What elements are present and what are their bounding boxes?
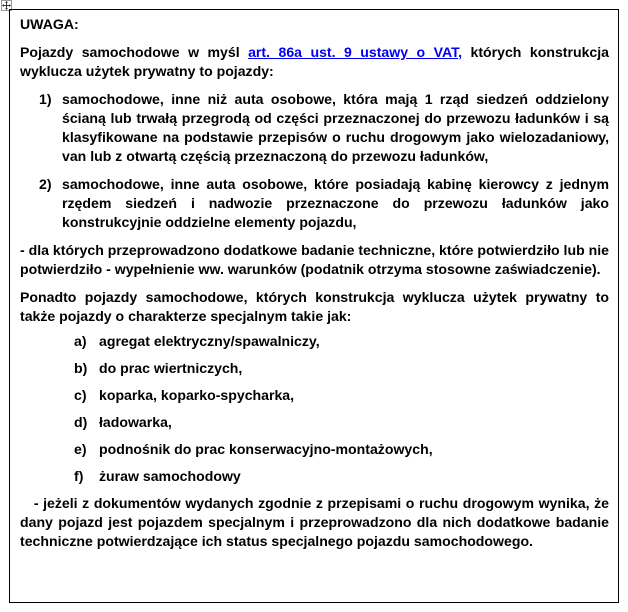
intro-paragraph xyxy=(20,43,609,81)
note-title: UWAGA: xyxy=(20,16,79,32)
list-marker: 2) xyxy=(39,176,52,192)
list-marker: b) xyxy=(74,360,88,376)
intro-text-after: których konstrukcja wyklucza użytek prywatny to pojazdy: xyxy=(20,44,609,79)
list-item-text: żuraw samochodowy xyxy=(99,468,241,484)
note-box xyxy=(9,9,619,603)
numbered-list-item xyxy=(20,175,609,232)
list-item-text: koparka, koparko-spycharka, xyxy=(99,387,295,403)
list-marker: a) xyxy=(74,333,87,349)
special-vehicle-item xyxy=(20,413,609,432)
list-item-text: agregat elektryczny/spawalniczy, xyxy=(99,333,320,349)
list-item-text: samochodowe, inne auta osobowe, które posiadają kabinę kierowcy z jednym rzędem siedzeń i nadwozie przeznaczone do przewozu ładunków jako konstrukcyjnie oddzielne elementy pojazdu, xyxy=(62,176,609,230)
vehicle-numbered-list xyxy=(20,90,609,232)
list-marker: d) xyxy=(74,414,88,430)
intro-text-before: Pojazdy samochodowe w myśl xyxy=(20,44,249,60)
special-vehicles-intro: Ponadto pojazdy samochodowe, których konstrukcja wyklucza użytek prywatny to także pojazdy o charakterze specjalnym takie jak: xyxy=(20,289,609,324)
list-item-text: podnośnik do prac konserwacyjno-montażowych, xyxy=(99,441,433,457)
special-vehicle-item xyxy=(20,359,609,378)
special-vehicle-item xyxy=(20,440,609,459)
special-vehicle-item xyxy=(20,332,609,351)
list-marker: e) xyxy=(74,441,87,457)
closing-paragraph: - jeżeli z dokumentów wydanych zgodnie z przepisami o ruchu drogowym wynika, że dany pojazd jest pojazdem specjalnym i przeprowadzono dla nich dodatkowe badanie techniczne potwierdzające ich status specjalnego pojazdu samochodowego. xyxy=(20,495,613,549)
list-item-text: samochodowe, inne niż auta osobowe, która mają 1 rząd siedzeń oddzielony ścianą lub trwałą przegrodą od części przeznaczonej do przewozu ładunków i są klasyfikowane na podstawie przepisów o ruchu drogowym jako wielozadaniowy, van lub z otwartą częścią przeznaczoną do przewozu ładunków, xyxy=(62,91,609,164)
list-item-text: do prac wiertniczych, xyxy=(99,360,243,376)
special-vehicles-list xyxy=(20,332,609,486)
numbered-list-item xyxy=(20,90,609,166)
list-marker: c) xyxy=(74,387,87,403)
special-vehicle-item xyxy=(20,467,609,486)
list-marker: 1) xyxy=(39,91,52,107)
vat-law-link[interactable]: art. 86a ust. 9 ustawy o VAT, xyxy=(248,44,463,60)
list-marker: f) xyxy=(74,468,84,484)
list-item-text: ładowarka, xyxy=(99,414,172,430)
condition-paragraph: - dla których przeprowadzono dodatkowe badanie techniczne, które potwierdziło lub nie potwierdziło - wypełnienie ww. warunków (podatnik otrzyma stosowne zaświadczenie). xyxy=(20,242,609,277)
special-vehicle-item xyxy=(20,386,609,405)
